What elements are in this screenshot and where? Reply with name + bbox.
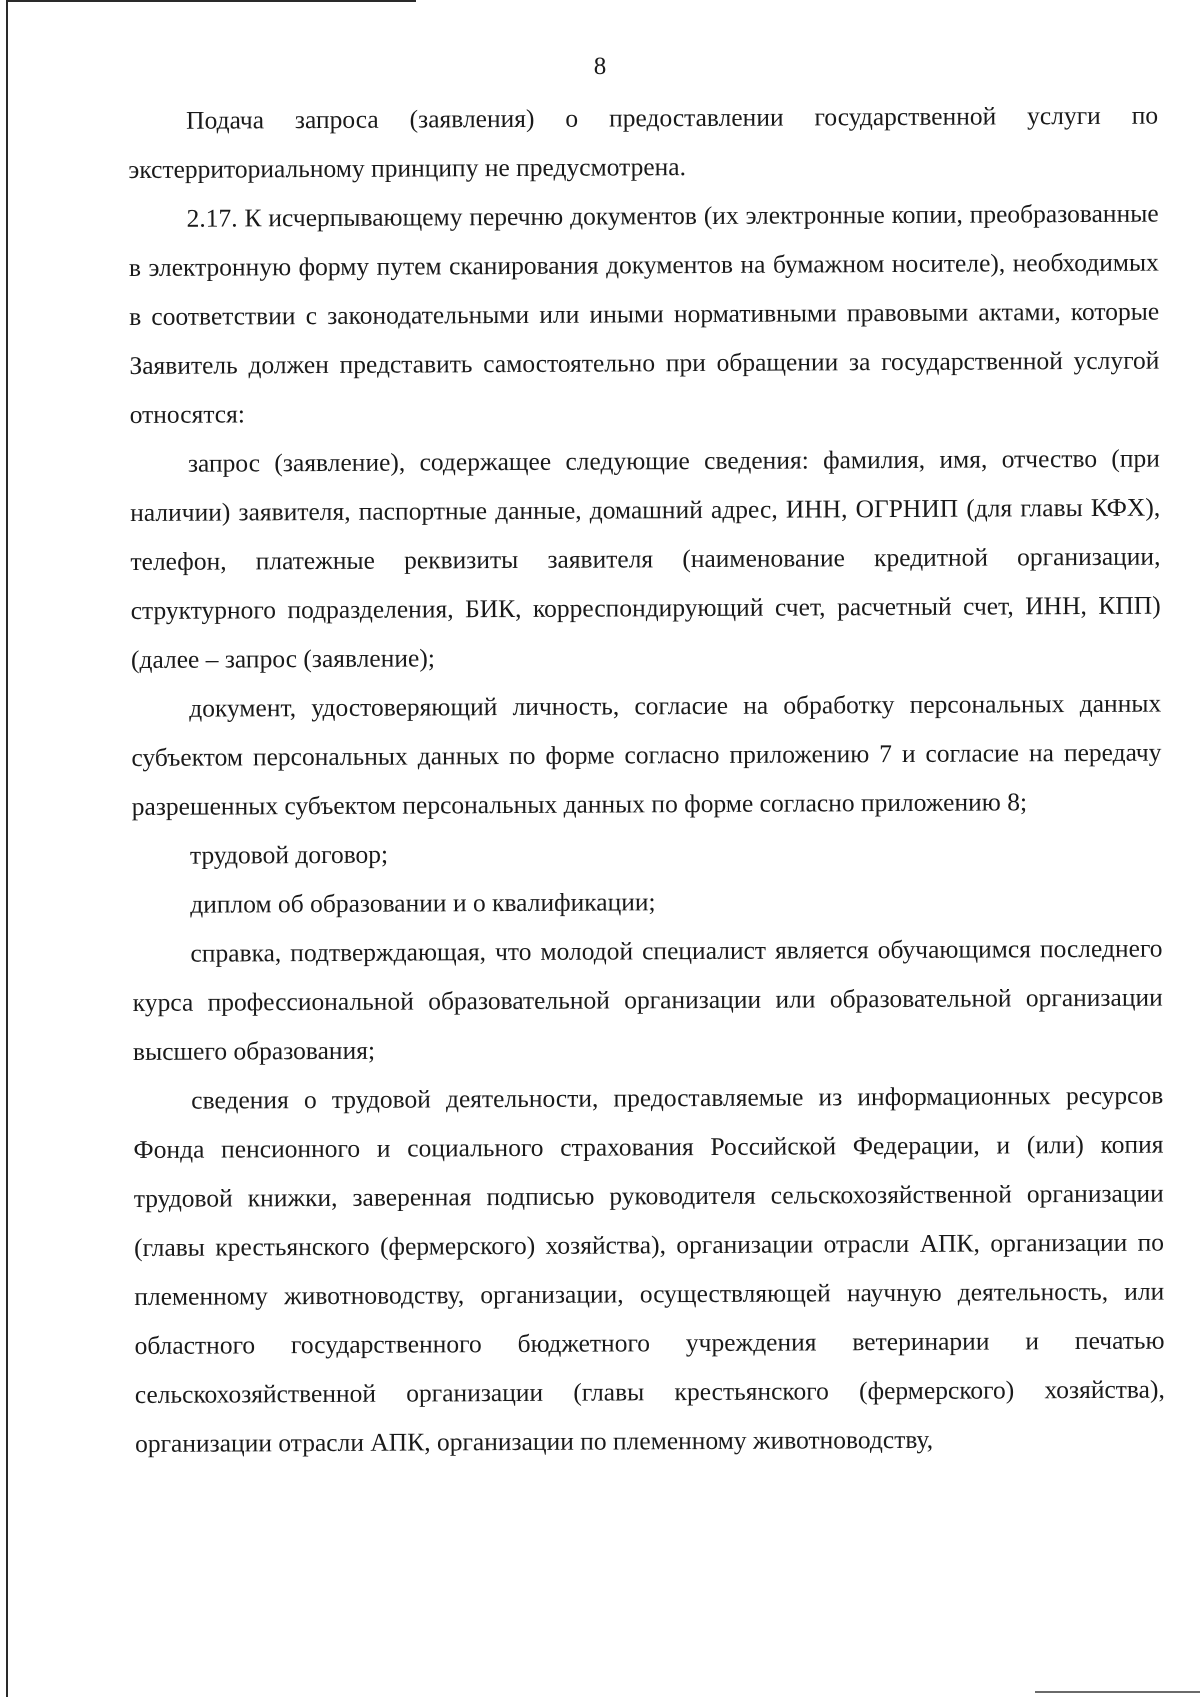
- paragraph-labor-activity: сведения о трудовой деятельности, предоставляемые из информационных ресурсов Фонда пенсионного и социального страхования Российской Федерации, и (или) копия трудовой книжки, заверенная подписью руководителя сельскохозяйственной организации (главы крестьянского (фермерского) хозяйства), организации отрасли АПК, организации по племенному животноводству, организации, осуществляющей научную деятельность, или областного государственного бюджетного учреждения ветеринарии и печатью сельскохозяйственной организации (главы крестьянского (фермерского) хозяйства), организации отрасли АПК, организации по племенному животноводству,: [133, 1080, 1165, 1458]
- scan-edge-top: [6, 0, 416, 2]
- page-number: 8: [593, 53, 607, 80]
- scan-edge-left: [6, 0, 8, 1697]
- paragraph-2-17: 2.17. К исчерпывающему перечню документов (их электронные копии, преобразованные в электронную форму путем сканирования документов на бумажном носителе), необходимых в соответствии с законодательными или иными нормативными правовыми актами, которые Заявитель должен представить самостоятельно при обращении за государственной услугой относятся:: [128, 198, 1160, 429]
- paragraph-labor-contract: трудовой договор;: [189, 839, 389, 870]
- paragraph-diploma: диплом об образовании и о квалификации;: [190, 887, 656, 919]
- paragraph-identity-document: документ, удостоверяющий личность, согласие на обработку персональных данных субъектом персональных данных по форме согласно приложению 7 и согласие на передачу разрешенных субъектом персональных данных по форме согласно приложению 8;: [131, 688, 1162, 821]
- scan-edge-bottom: [1035, 1691, 1200, 1693]
- document-body: [128, 91, 1165, 1468]
- paragraph-request-application: запрос (заявление), содержащее следующие сведения: фамилия, имя, отчество (при наличии) заявителя, паспортные данные, домашний адрес, ИНН, ОГРНИП (для главы КФХ), телефон, платежные реквизиты заявителя (наименование кредитной организации, структурного подразделения, БИК, корреспондирующий счет, расчетный счет, ИНН, КПП) (далее – запрос (заявление);: [130, 443, 1161, 674]
- paragraph-student-certificate: справка, подтверждающая, что молодой специалист является обучающимся последнего курса профессиональной образовательной организации или образовательной организации высшего образования;: [132, 933, 1163, 1066]
- paragraph-extraterritorial: Подача запроса (заявления) о предоставлении государственной услуги по экстерриториальному принципу не предусмотрена.: [128, 100, 1159, 184]
